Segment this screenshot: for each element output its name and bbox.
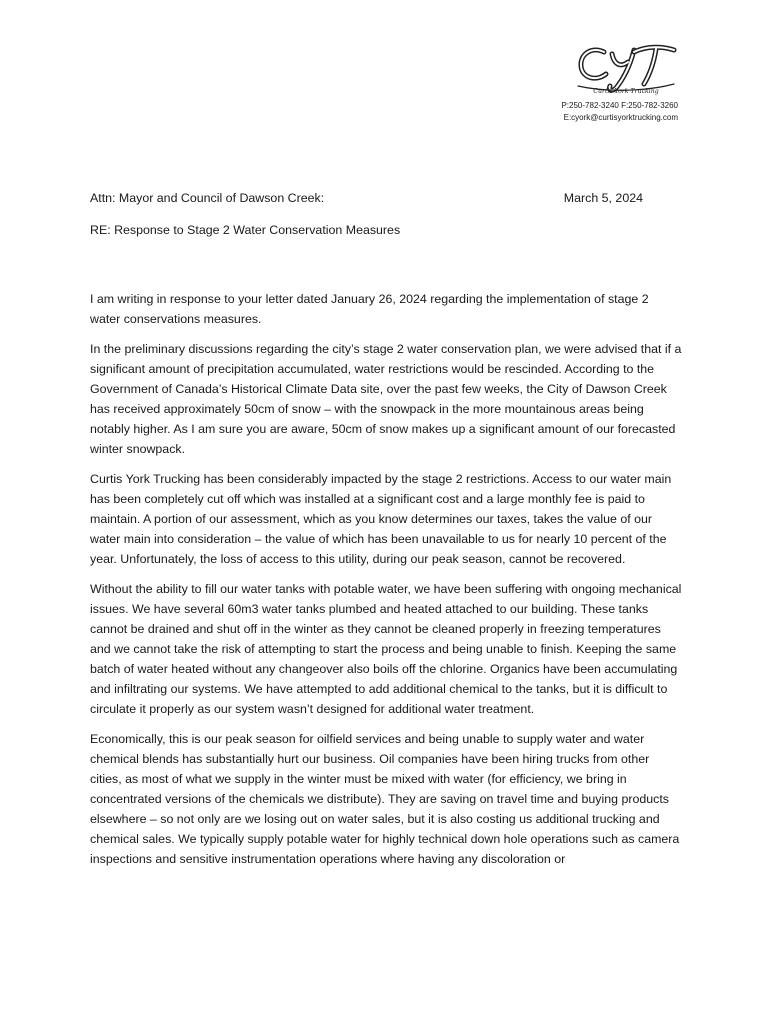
paragraph: In the preliminary discussions regarding the city’s stage 2 water conservation plan, we were advised that if a significant amount of precipitation accumulated, water restrictions would be rescinded. According to the Government of Canada’s Historical Climate Data site, over the past few weeks, the City of Dawson Creek has received approximately 50cm of snow – with the snowpack in the more mountainous areas being notably higher. As I am sure you are aware, 50cm of snow makes up a significant amount of our forecasted winter snowpack. bbox=[90, 342, 682, 456]
attn-text: Attn: Mayor and Council of Dawson Creek: bbox=[90, 191, 325, 205]
letterhead bbox=[518, 40, 678, 124]
contact-info bbox=[518, 100, 678, 124]
letter-body bbox=[90, 289, 682, 879]
phone-fax: P:250-782-3240 F:250-782-3260 bbox=[561, 101, 678, 110]
paragraph: Without the ability to fill our water tanks with potable water, we have been suffering with ongoing mechanical issues. We have several 60m3 water tanks plumbed and heated attached to our building. These tanks cannot be drained and shut off in the winter as they cannot be cleaned properly in freezing temperatures and we cannot take the risk of attempting to start the process and being unable to finish. Keeping the same batch of water heated without any changeover also boils off the chlorine. Organics have been accumulating and infiltrating our systems. We have attempted to add additional chemical to the tanks, but it is difficult to circulate it properly as our system wasn’t designed for additional water treatment. bbox=[90, 582, 682, 716]
company-logo bbox=[574, 40, 678, 98]
paragraph: I am writing in response to your letter dated January 26, 2024 regarding the implementation of stage 2 water conservations measures. bbox=[90, 292, 649, 326]
paragraph: Economically, this is our peak season for oilfield services and being unable to supply water and water chemical blends has substantially hurt our business. Oil companies have been hiring trucks from other cities, as most of what we supply in the winter must be mixed with water (for efficiency, we bring in concentrated versions of the chemicals we distribute). They are saving on travel time and buying products elsewhere – so not only are we losing out on water sales, but it is also costing us additional trucking and chemical sales. We typically supply potable water for highly technical down hole operations such as camera inspections and sensitive instrumentation operations where having any discoloration or bbox=[90, 732, 680, 866]
attention-line bbox=[90, 190, 643, 206]
subject-line: RE: Response to Stage 2 Water Conservation Measures bbox=[90, 223, 401, 237]
email-address: E:cyork@curtisyorktrucking.com bbox=[563, 113, 678, 122]
logo-subtext: Curtis York Trucking bbox=[593, 88, 659, 95]
paragraph: Curtis York Trucking has been considerably impacted by the stage 2 restrictions. Access to our water main has been completely cut off which was installed at a significant cost and a large monthly fee is paid to maintain. A portion of our assessment, which as you know determines our taxes, takes the value of our water main into consideration – the value of which has been unavailable to us for nearly 10 percent of the year. Unfortunately, the loss of access to this utility, during our peak season, cannot be recovered. bbox=[90, 472, 672, 566]
letter-date: March 5, 2024 bbox=[563, 191, 643, 205]
